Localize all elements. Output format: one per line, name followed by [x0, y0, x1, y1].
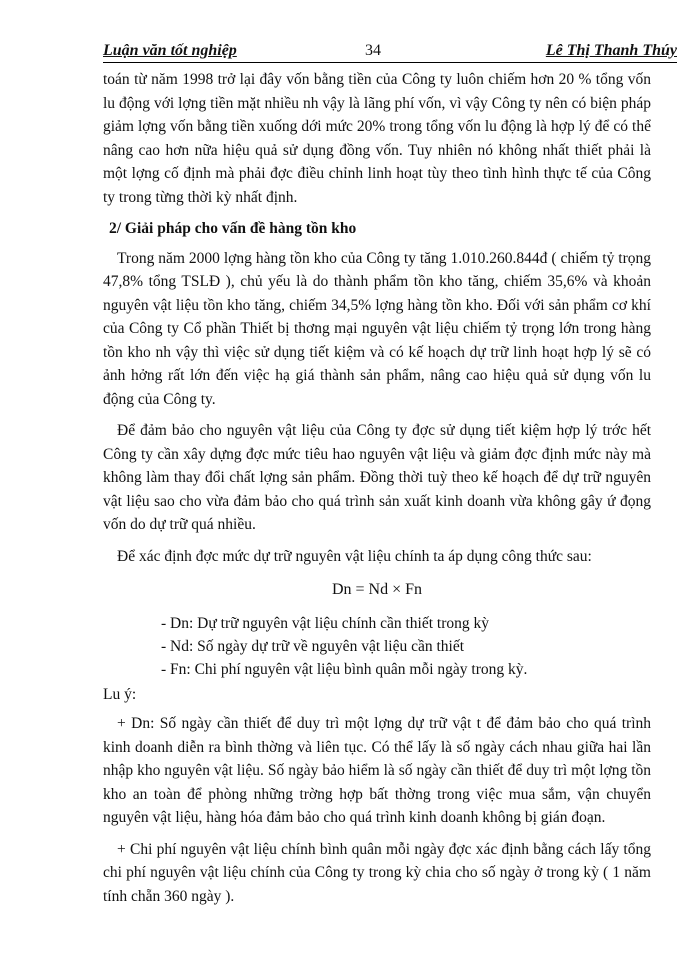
list-item: - Nd: Số ngày dự trữ về nguyên vật liệu cần thiết [161, 637, 465, 655]
page-number: 34 [365, 42, 381, 59]
formula: Dn = Nd × Fn [331, 581, 423, 598]
page-header [103, 40, 677, 63]
paragraph-inventory: Trong năm 2000 lợng hàng tồn kho của Công ty tăng 1.010.260.844đ ( chiếm tỷ trọng 47,8% tổng TSLĐ ), chủ yếu là do thành phẩm tồn kho tăng, chiếm 35,6% và khoản nguyên vật liệu tồn kho tăng, chiếm 34,5% lợng hàng tồn kho. Đối với sản phẩm cơ khí của Công ty Cổ phần Thiết bị thơng mại nguyên vật liệu chiếm tỷ trọng lớn trong hàng tồn kho nh vậy thì việc sử dụng tiết kiệm và có kế hoạch dự trữ linh hoạt hợp lý sẽ có ảnh hởng rất lớn đến việc hạ giá thành sản phẩm, nâng cao hiệu quả sử dụng vốn lu động của Công ty. [103, 249, 651, 408]
list-item: - Fn: Chi phí nguyên vật liệu bình quân mỗi ngày trong kỳ. [161, 660, 528, 678]
paragraph-cash-capital: toán từ năm 1998 trở lại đây vốn bằng tiền của Công ty luôn chiếm hơn 20 % tổng vốn lu động với lợng tiền mặt nhiều nh vậy là lãng phí vốn, vì vậy Công ty nên có biện pháp giảm lợng vốn bằng tiền xuống dới mức 20% trong tổng vốn lu động là hợp lý để có thể nâng cao hơn nữa hiệu quả sử dụng đồng vốn. Tuy nhiên nó không nhất thiết phải là một lợng cố định mà phải đợc điều chỉnh linh hoạt tùy theo tình hình thực tế của Công ty trong từng thời kỳ nhất định. [103, 71, 651, 206]
paragraph-note-cost: + Chi phí nguyên vật liệu chính bình quân mỗi ngày đợc xác định bằng cách lấy tổng chi phí nguyên vật liệu chính của Công ty trong kỳ chia cho số ngày ở trong kỳ ( 1 năm tính chẵn 360 ngày ). [103, 840, 651, 905]
page-body [103, 68, 651, 916]
section-heading-inventory: 2/ Giải pháp cho vấn đề hàng tồn kho [109, 220, 357, 237]
header-thesis-title: Luận văn tốt nghiệp [103, 42, 237, 59]
paragraph-formula-intro: Để xác định đợc mức dự trữ nguyên vật liệu chính ta áp dụng công thức sau: [117, 547, 592, 565]
paragraph-note-dn: + Dn: Số ngày cần thiết để duy trì một lợng dự trữ vật t để đảm bảo cho quá trình kinh doanh diễn ra bình thờng và liên tục. Có thể lấy là số ngày cách nhau giữa hai lần nhập kho nguyên vật liệu. Số ngày bảo hiểm là số ngày cần thiết để duy trì một lợng tồn kho an toàn để phòng những trờng hợp bất thờng trong việc mua sắm, vận chuyển nguyên vật liệu, hàng hóa đảm bảo cho quá trình kinh doanh không bị gián đoạn. [103, 715, 651, 826]
variable-list [161, 612, 651, 681]
paragraph-materials: Để đảm bảo cho nguyên vật liệu của Công ty đợc sử dụng tiết kiệm hợp lý trớc hết Công ty cần xây dựng đợc mức tiêu hao nguyên vật liệu và giảm đợc định mức này mà không làm thay đổi chất lợng sản phẩm. Đồng thời tuỳ theo kế hoạch để dự trữ nguyên vật liệu sao cho vừa đảm bảo cho quá trình sản xuất kinh doanh vừa không gây ứ đọng vốn do dự trữ quá nhiều. [103, 422, 651, 533]
note-label: Lu ý: [103, 685, 137, 703]
header-author: Lê Thị Thanh Thúy [545, 42, 677, 59]
list-item: - Dn: Dự trữ nguyên vật liệu chính cần thiết trong kỳ [161, 614, 490, 632]
